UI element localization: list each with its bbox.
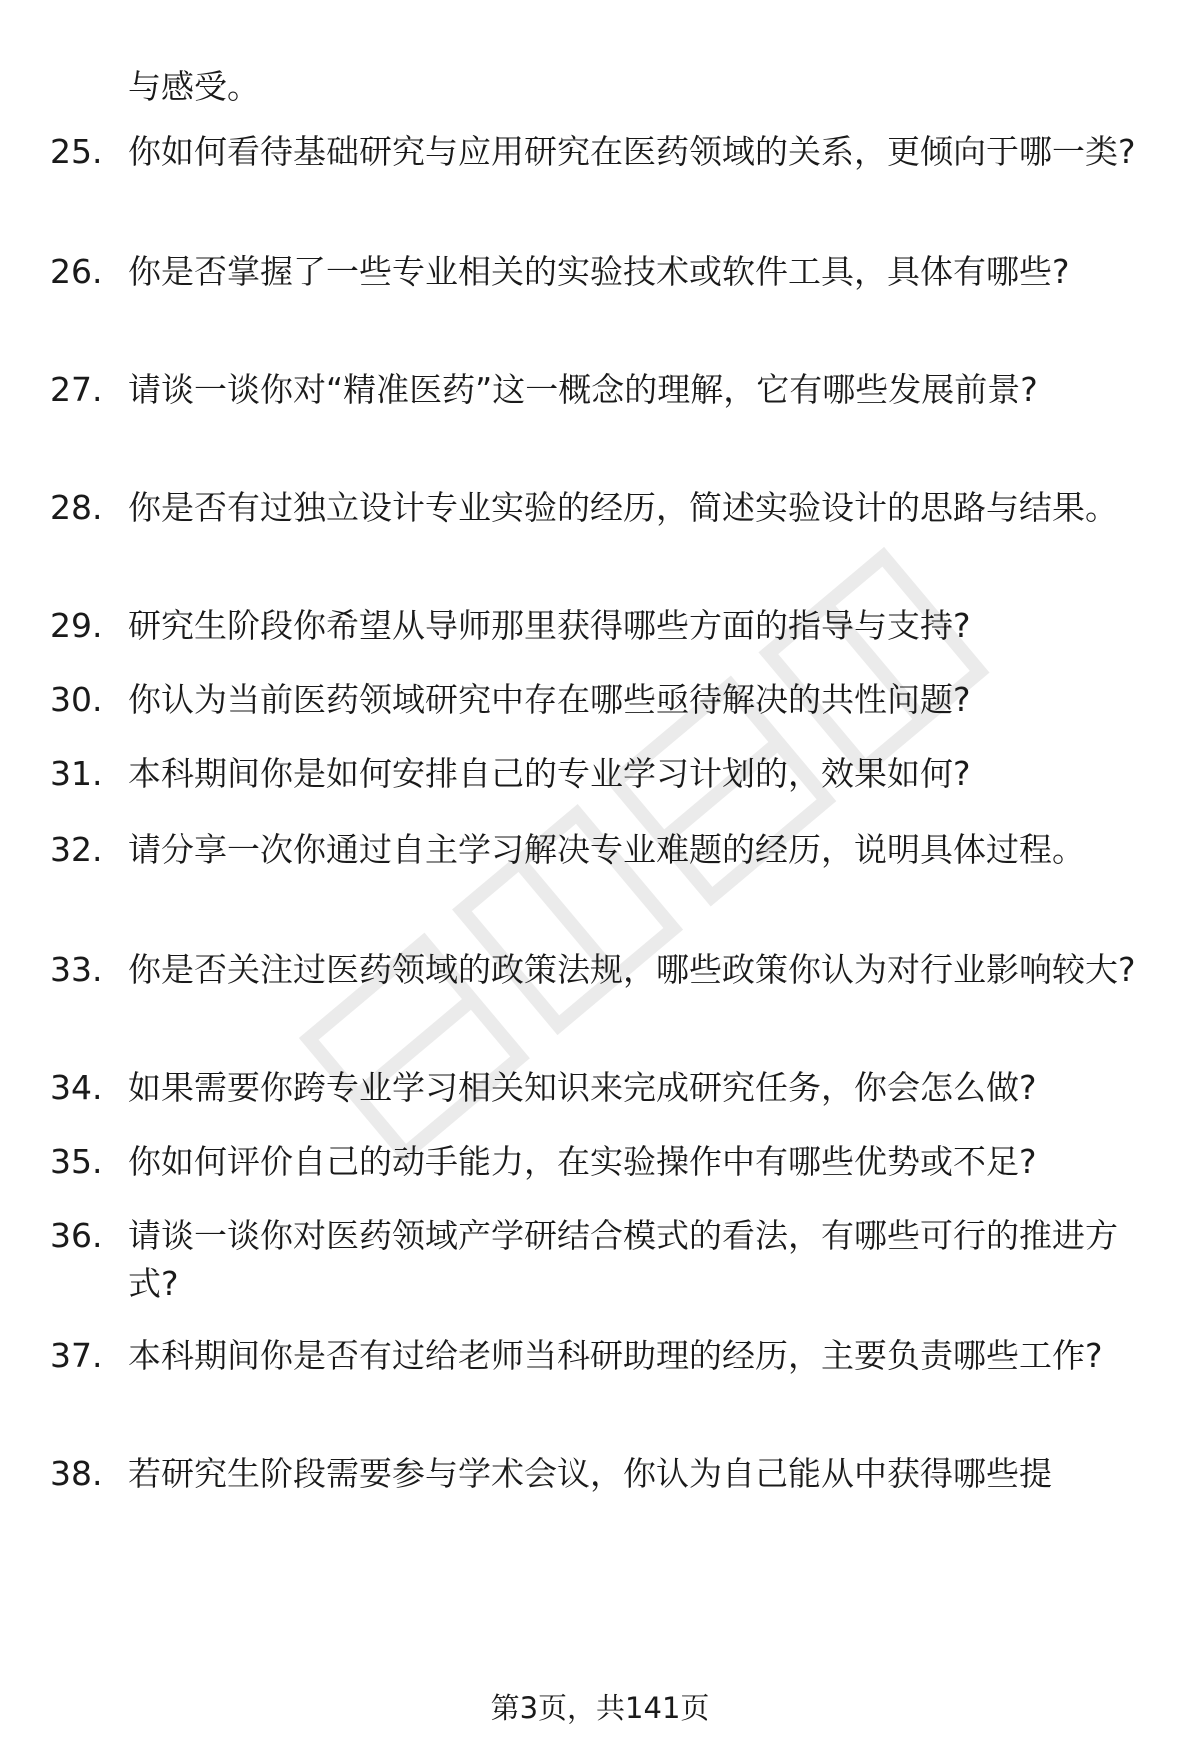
item-text: 本科期间你是否有过给老师当科研助理的经历，主要负责哪些工作? xyxy=(128,1336,1103,1375)
list-item xyxy=(50,602,1160,650)
item-number: 38. xyxy=(50,1454,103,1493)
item-number: 36. xyxy=(50,1216,103,1255)
list-item xyxy=(50,1138,1160,1186)
item-text: 你如何评价自己的动手能力，在实验操作中有哪些优势或不足? xyxy=(128,1142,1037,1181)
item-number: 32. xyxy=(50,830,103,869)
list-item xyxy=(50,1450,1160,1498)
item-text: 请分享一次你通过自主学习解决专业难题的经历，说明具体过程。 xyxy=(128,830,1085,869)
item-text: 若研究生阶段需要参与学术会议，你认为自己能从中获得哪些提 xyxy=(128,1454,1052,1493)
item-number: 27. xyxy=(50,370,103,409)
continuation-text: 与感受。 xyxy=(128,67,260,106)
list-item xyxy=(50,1332,1160,1380)
item-text: 研究生阶段你希望从导师那里获得哪些方面的指导与支持? xyxy=(128,606,971,645)
item-text: 你认为当前医药领域研究中存在哪些亟待解决的共性问题? xyxy=(128,680,971,719)
list-item xyxy=(50,750,1160,798)
list-item xyxy=(50,1212,1160,1308)
list-item xyxy=(50,826,1160,874)
item-text: 如果需要你跨专业学习相关知识来完成研究任务，你会怎么做? xyxy=(128,1068,1037,1107)
list-item xyxy=(50,484,1160,532)
item-text: 本科期间你是如何安排自己的专业学习计划的，效果如何? xyxy=(128,754,971,793)
item-number: 35. xyxy=(50,1142,103,1181)
list-item xyxy=(50,128,1160,176)
item-number: 34. xyxy=(50,1068,103,1107)
item-text: 你是否关注过医药领域的政策法规，哪些政策你认为对行业影响较大? xyxy=(128,950,1136,989)
item-number: 33. xyxy=(50,950,103,989)
item-text: 你是否掌握了一些专业相关的实验技术或软件工具，具体有哪些? xyxy=(128,252,1070,291)
item-text: 请谈一谈你对医药领域产学研结合模式的看法，有哪些可行的推进方式? xyxy=(128,1216,1118,1303)
item-number: 29. xyxy=(50,606,103,645)
list-item xyxy=(50,676,1160,724)
list-item xyxy=(50,366,1160,414)
item-text: 你如何看待基础研究与应用研究在医药领域的关系，更倾向于哪一类? xyxy=(128,132,1136,171)
page-footer: 第3页，共141页 xyxy=(490,1691,710,1725)
item-number: 31. xyxy=(50,754,103,793)
item-text: 请谈一谈你对“精准医药”这一概念的理解，它有哪些发展前景? xyxy=(128,370,1038,409)
item-number: 26. xyxy=(50,252,103,291)
item-number: 28. xyxy=(50,488,103,527)
list-item xyxy=(50,1064,1160,1112)
item-number: 37. xyxy=(50,1336,103,1375)
item-text: 你是否有过独立设计专业实验的经历，简述实验设计的思路与结果。 xyxy=(128,488,1118,527)
item-number: 25. xyxy=(50,132,103,171)
item-number: 30. xyxy=(50,680,103,719)
list-item xyxy=(50,248,1160,296)
list-item xyxy=(50,946,1160,994)
